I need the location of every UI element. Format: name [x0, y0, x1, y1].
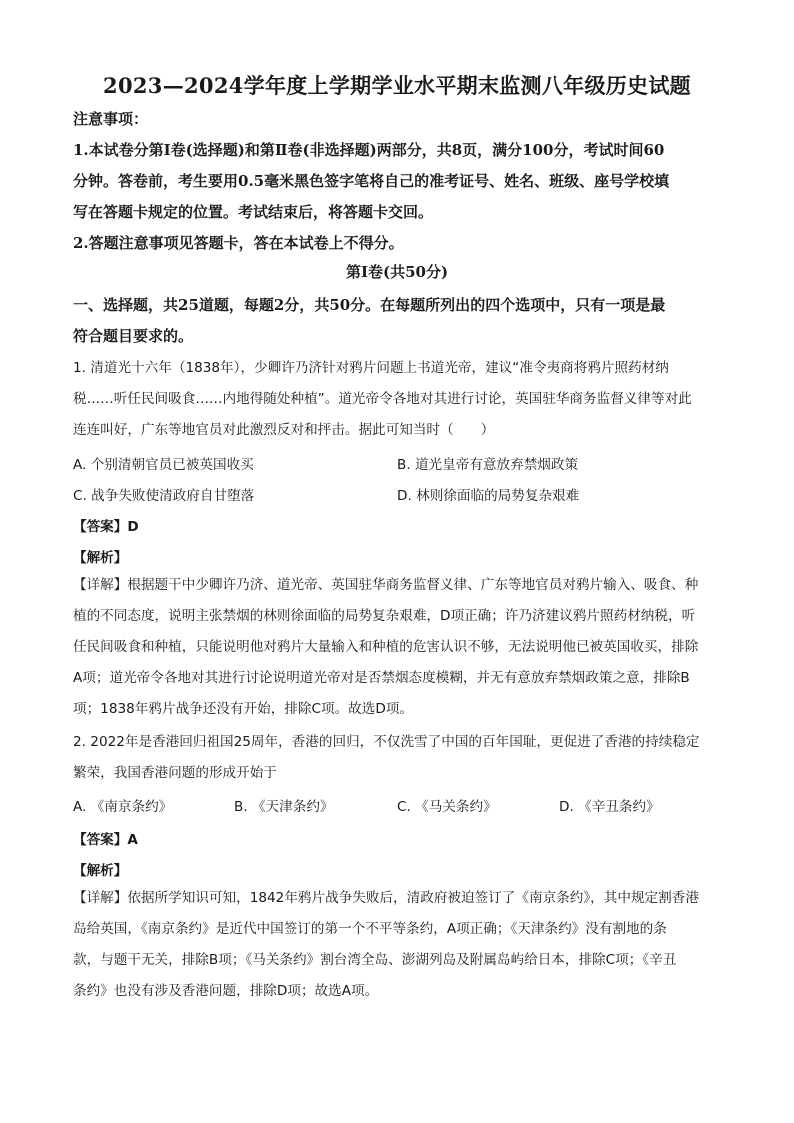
question-1-stem [73, 353, 723, 446]
question-1-line-3: 连连叫好，广东等地官员对此激烈反对和抨击。据此可知当时（ ） [73, 422, 495, 438]
notice-item-1 [73, 135, 723, 228]
question-2-line-1: 2. 2022年是香港回归祖国25周年，香港的回归，不仅洗雪了中国的百年国耻，更促进了香港的持续稳定 [73, 734, 700, 750]
notice-item-2: 2.答题注意事项见答题卡，答在本试卷上不得分。 [73, 234, 404, 252]
question-1-option-d: D. 林则徐面临的局势复杂艰难 [397, 488, 580, 504]
question-1-option-b: B. 道光皇帝有意放弃禁烟政策 [397, 457, 579, 473]
section-instructions [73, 290, 723, 352]
question-1-option-a: A. 个别清朝官员已被英国收买 [73, 457, 254, 473]
section-instructions-line-2: 符合题目要求的。 [73, 327, 194, 345]
question-2-detail [73, 883, 723, 1007]
question-2-detail-line-4: 条约》也没有涉及香港问题，排除D项；故选A项。 [73, 983, 379, 999]
question-2-stem [73, 727, 723, 789]
question-1-detail-line-3: 任民间吸食和种植，只能说明他对鸦片大量输入和种植的危害认识不够，无法说明他已被英国收买，排除 [73, 639, 699, 655]
question-2-line-2: 繁荣，我国香港问题的形成开始于 [73, 765, 277, 781]
notice-item-1-line-3: 写在答题卡规定的位置。考试结束后，将答题卡交回。 [73, 203, 434, 221]
question-1-detail [73, 570, 723, 725]
exam-title: 2023—2024学年度上学期学业水平期末监测八年级历史试题 [103, 73, 691, 98]
question-1-answer: 【答案】D [73, 519, 139, 535]
question-2-detail-line-3: 款，与题干无关，排除B项；《马关条约》割台湾全岛、澎湖列岛及附属岛屿给日本，排除C项；《辛丑 [73, 952, 677, 968]
question-2-option-a: A. 《南京条约》 [73, 799, 173, 815]
notice-item-1-line-1: 1.本试卷分第Ⅰ卷(选择题)和第Ⅱ卷(非选择题)两部分，共8页，满分100分，考试时间60 [73, 141, 665, 159]
question-1-detail-line-4: A项；道光帝令各地对其进行讨论说明道光帝对是否禁烟态度模糊，并无有意放弃禁烟政策之意，排除B [73, 670, 690, 686]
question-1-line-2: 税……听任民间吸食……内地得随处种植”。道光帝令各地对其进行讨论，英国驻华商务监督义律等对此 [73, 391, 692, 407]
question-2-option-d: D. 《辛丑条约》 [559, 799, 660, 815]
section-instructions-line-1: 一、选择题，共25道题，每题2分，共50分。在每题所列出的四个选项中，只有一项是最 [73, 296, 666, 314]
notice-item-1-line-2: 分钟。答卷前，考生要用0.5毫米黑色签字笔将自己的准考证号、姓名、班级、座号学校填 [73, 172, 670, 190]
question-2-answer: 【答案】A [73, 832, 138, 848]
section-heading: 第Ⅰ卷(共50分) [345, 263, 449, 281]
notice-heading: 注意事项： [73, 110, 149, 128]
question-1-detail-line-1: 【详解】根据题干中少卿许乃济、道光帝、英国驻华商务监督义律、广东等地官员对鸦片输入、吸食、种 [73, 577, 699, 593]
question-2-detail-line-1: 【详解】依据所学知识可知，1842年鸦片战争失败后，清政府被迫签订了《南京条约》，其中规定割香港 [73, 890, 699, 906]
question-1-option-c: C. 战争失败使清政府自甘堕落 [73, 488, 255, 504]
question-2-option-c: C. 《马关条约》 [397, 799, 497, 815]
question-1-analysis-label: 【解析】 [73, 550, 128, 566]
question-2-option-b: B. 《天津条约》 [234, 799, 334, 815]
question-1-line-1: 1. 清道光十六年（1838年），少卿许乃济针对鸦片问题上书道光帝，建议“准令夷商将鸦片照药材纳 [73, 360, 669, 376]
question-1-detail-line-2: 植的不同态度，说明主张禁烟的林则徐面临的局势复杂艰难，D项正确；许乃济建议鸦片照药材纳税，听 [73, 608, 696, 624]
question-1-detail-line-5: 项；1838年鸦片战争还没有开始，排除C项。故选D项。 [73, 701, 414, 717]
question-2-analysis-label: 【解析】 [73, 863, 128, 879]
question-2-detail-line-2: 岛给英国，《南京条约》是近代中国签订的第一个不平等条约，A项正确；《天津条约》没有割地的条 [73, 921, 667, 937]
